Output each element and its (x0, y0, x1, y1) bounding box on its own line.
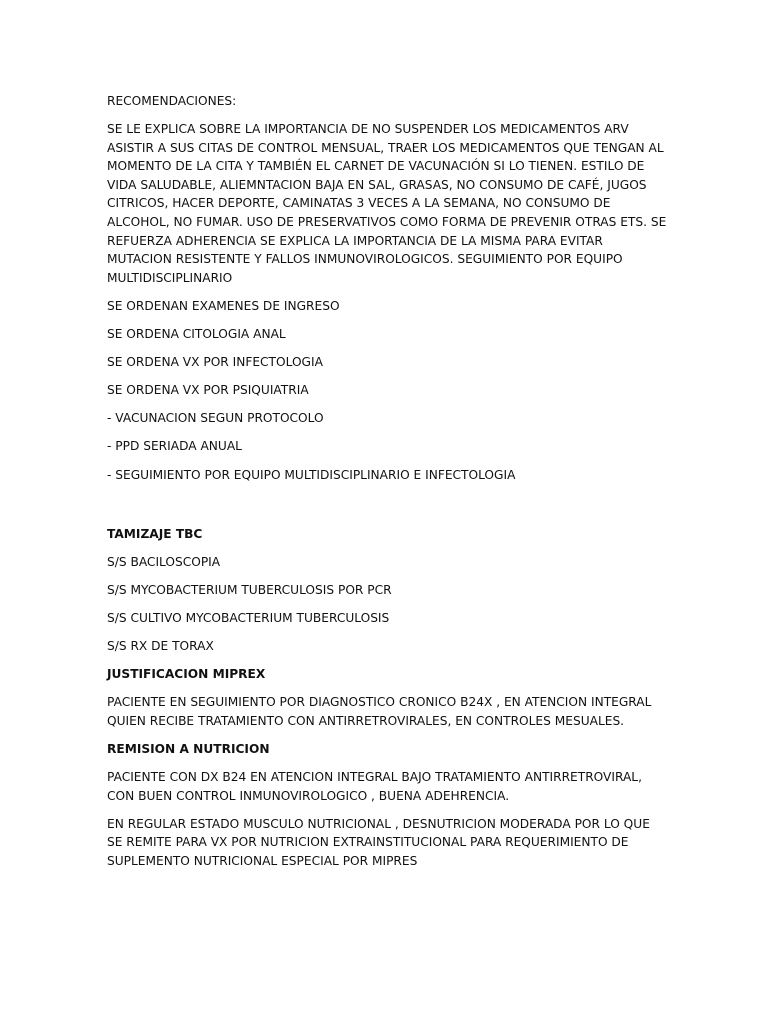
tamizaje-item: S/S MYCOBACTERIUM TUBERCULOSIS POR PCR (107, 582, 392, 597)
blank-line (107, 494, 667, 525)
order-line: SE ORDENA VX POR PSIQUIATRIA (107, 383, 309, 398)
tamizaje-heading: TAMIZAJE TBC (107, 526, 203, 541)
recomendaciones-heading: RECOMENDACIONES: (107, 94, 237, 108)
document-page (107, 92, 667, 880)
order-line: - VACUNACION SEGUN PROTOCOLO (107, 411, 324, 426)
recomendaciones-paragraph: SE LE EXPLICA SOBRE LA IMPORTANCIA DE NO SUSPENDER LOS MEDICAMENTOS ARV ASISTIR A SUS CITAS DE CONTROL MENSUAL, TRAER LOS MEDICAMENTOS QUE TENGAN AL MOMENTO DE LA CITA Y TAMBIÉN EL CARNET DE VACUNACIÓN SI LO TIENEN. ESTILO DE VIDA SALUDABLE, ALIEMNTACION BAJA EN SAL, GRASAS, NO CONSUMO DE CAFÉ, JUGOS CITRICOS, HACER DEPORTE, CAMINATAS 3 VECES A LA SEMANA, NO CONSUMO DE ALCOHOL, NO FUMAR. USO DE PRESERVATIVOS COMO FORMA DE PREVENIR OTRAS ETS. SE REFUERZA ADHERENCIA SE EXPLICA LA IMPORTANCIA DE LA MISMA PARA EVITAR MUTACION RESISTENTE Y FALLOS INMUNOVIROLOGICOS. SEGUIMIENTO POR EQUIPO MULTIDISCIPLINARIO (107, 122, 667, 285)
order-line: SE ORDENA CITOLOGIA ANAL (107, 327, 286, 342)
justificacion-heading: JUSTIFICACION MIPREX (107, 667, 266, 682)
tamizaje-item: S/S RX DE TORAX (107, 638, 214, 653)
remision-paragraph-2: EN REGULAR ESTADO MUSCULO NUTRICIONAL , DESNUTRICION MODERADA POR LO QUE SE REMITE PARA VX POR NUTRICION EXTRAINSTITUCIONAL PARA REQUERIMIENTO DE SUPLEMENTO NUTRICIONAL ESPECIAL POR MIPRES (107, 816, 650, 868)
tamizaje-item: S/S BACILOSCOPIA (107, 554, 221, 569)
order-line: SE ORDENA VX POR INFECTOLOGIA (107, 355, 323, 370)
order-line: SE ORDENAN EXAMENES DE INGRESO (107, 298, 340, 313)
tamizaje-item: S/S CULTIVO MYCOBACTERIUM TUBERCULOSIS (107, 610, 390, 625)
order-line: - PPD SERIADA ANUAL (107, 439, 242, 454)
justificacion-paragraph: PACIENTE EN SEGUIMIENTO POR DIAGNOSTICO CRONICO B24X , EN ATENCION INTEGRAL QUIEN RECIBE TRATAMIENTO CON ANTIRRETROVIRALES, EN CONTROLES MESUALES. (107, 695, 652, 728)
order-line: - SEGUIMIENTO POR EQUIPO MULTIDISCIPLINARIO E INFECTOLOGIA (107, 467, 516, 482)
remision-paragraph-1: PACIENTE CON DX B24 EN ATENCION INTEGRAL BAJO TRATAMIENTO ANTIRRETROVIRAL, CON BUEN CONTROL INMUNOVIROLOGICO , BUENA ADEHRENCIA. (107, 769, 642, 803)
remision-heading: REMISION A NUTRICION (107, 741, 270, 756)
